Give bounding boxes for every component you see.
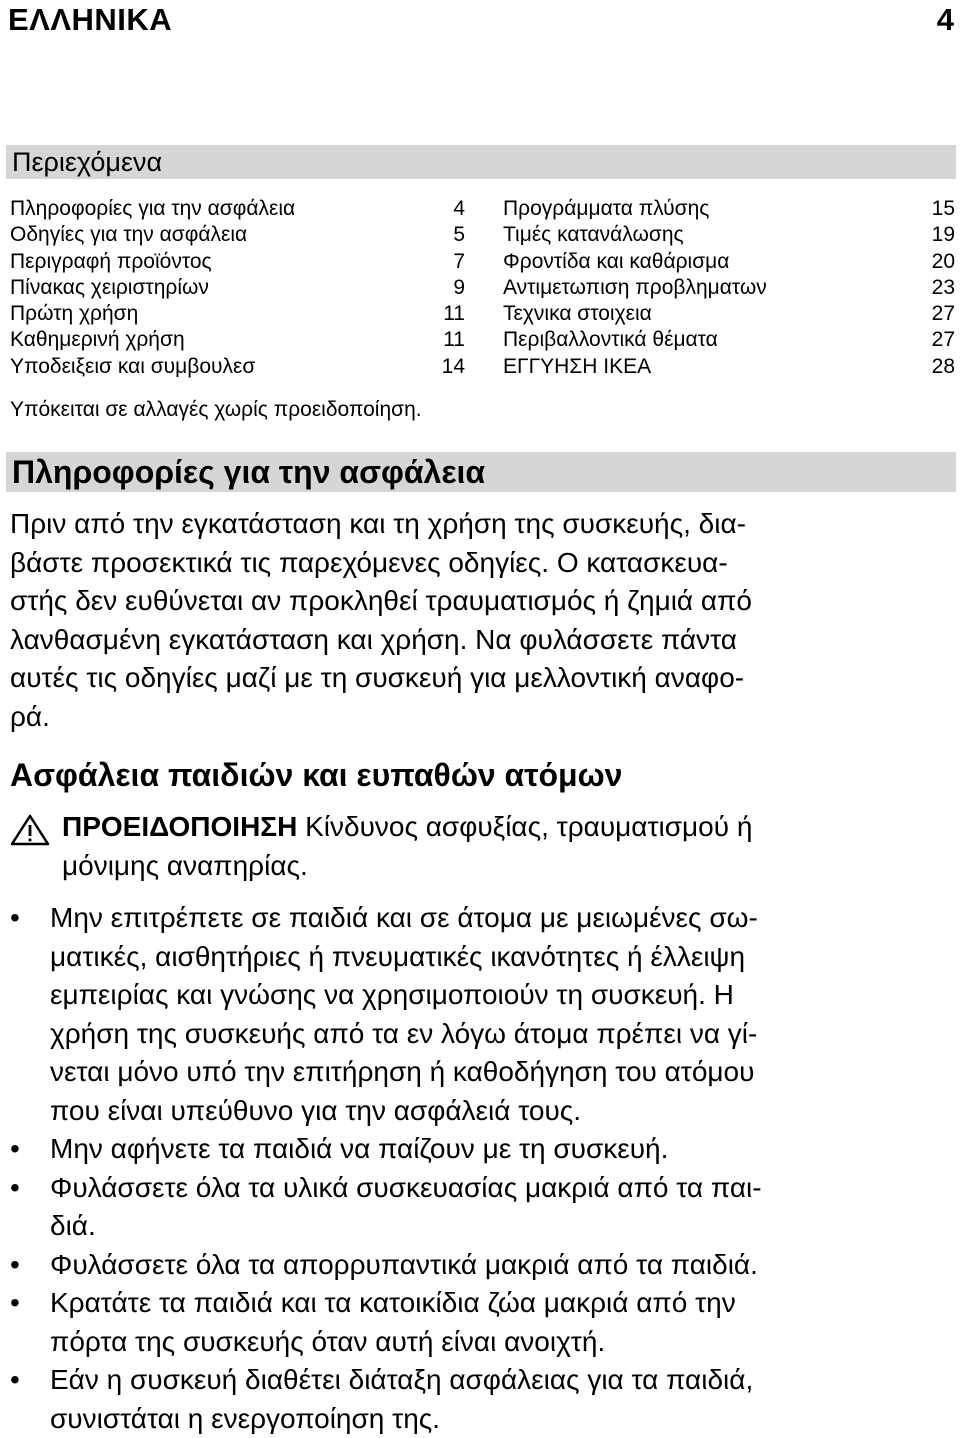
- child-safety-heading: Ασφάλεια παιδιών και ευπαθών ατόμων: [10, 757, 623, 793]
- warning-block: [10, 808, 950, 885]
- toc-entry[interactable]: Φροντίδα και καθάρισμα 20: [503, 249, 955, 273]
- safety-bullet-list: [10, 899, 950, 1438]
- toc-entry[interactable]: Καθημερινή χρήση 11: [10, 328, 465, 352]
- warning-line: μόνιμης αναπηρίας.: [62, 849, 308, 881]
- toc-entry[interactable]: Οδηγίες για την ασφάλεια 5: [10, 223, 465, 247]
- bullet-marker: •: [10, 1133, 20, 1164]
- language-label: ΕΛΛΗΝΙΚΑ: [8, 2, 173, 37]
- toc-right-column: [503, 196, 955, 380]
- change-notice: Υπόκειται σε αλλαγές χωρίς προειδοποίηση.: [10, 398, 422, 421]
- page-number: 4: [936, 2, 954, 37]
- page-header: [0, 0, 960, 40]
- bullet-marker: •: [10, 902, 20, 933]
- toc-left-column: [10, 196, 465, 380]
- toc-entry[interactable]: Αντιμετωπιση προβληματων 23: [503, 275, 955, 299]
- toc-entry[interactable]: Υποδειξεισ και συμβουλεσ 14: [10, 354, 465, 378]
- bullet-marker: •: [10, 1248, 20, 1280]
- contents-title: Περιεχόμενα: [12, 147, 163, 177]
- safety-heading-bar: [6, 452, 956, 492]
- toc-entry[interactable]: Προγράμματα πλύσης 15: [503, 197, 955, 220]
- toc-entry[interactable]: Πληροφορίες για την ασφάλεια 4: [10, 197, 465, 220]
- bullet-marker: •: [10, 1171, 20, 1203]
- bullet-marker: •: [10, 1287, 20, 1318]
- warning-label: ΠΡΟΕΙΔΟΠΟΙΗΣΗ: [62, 811, 298, 842]
- safety-title: Πληροφορίες για την ασφάλεια: [12, 454, 486, 490]
- toc-entry[interactable]: Περιβαλλοντικά θέματα 27: [503, 328, 955, 352]
- toc-entry[interactable]: Περιγραφή προϊόντος 7: [10, 249, 465, 273]
- toc-entry[interactable]: Πρώτη χρήση 11: [10, 302, 465, 326]
- list-item: • Μην επιτρέπετε σε παιδιά και σε άτομα με μειωμένες σω- ματικές, αισθητήριες ή πνευματικές ικανότητες ή έλλειψη εμπειρίας και γνώσης να χρησιμοποιούν τη συσκευή. Η χρήση της συσκευής από τα εν λόγω άτομα πρέπει να γί- νεται μόνο υπό την επιτήρηση ή καθοδήγηση του ατόμου που είναι υπεύθυνο για την ασφάλειά τους.: [10, 899, 950, 1130]
- list-item: • Φυλάσσετε όλα τα απορρυπαντικά μακριά από τα παιδιά.: [10, 1246, 950, 1285]
- list-item: • Εάν η συσκευή διαθέτει διάταξη ασφάλειας για τα παιδιά, συνιστάται η ενεργοποίηση της.: [10, 1361, 950, 1438]
- bullet-marker: •: [10, 1364, 20, 1395]
- list-item: • Μην αφήνετε τα παιδιά να παίζουν με τη συσκευή.: [10, 1130, 950, 1169]
- list-item: • Κρατάτε τα παιδιά και τα κατοικίδια ζώα μακριά από την πόρτα της συσκευής όταν αυτή είναι ανοιχτή.: [10, 1284, 950, 1361]
- contents-heading-bar: [6, 145, 956, 179]
- list-item: • Φυλάσσετε όλα τα υλικά συσκευασίας μακριά από τα παι- διά.: [10, 1169, 950, 1246]
- warning-triangle-icon: [10, 814, 50, 846]
- toc-entry[interactable]: Τεχνικα στοιχεια 27: [503, 302, 955, 326]
- toc-entry[interactable]: Πίνακας χειριστηρίων 9: [10, 275, 465, 299]
- safety-intro-paragraph: Πριν από την εγκατάσταση και τη χρήση της συσκευής, δια- βάστε προσεκτικά τις παρεχόμενες οδηγίες. Ο κατασκευα- στής δεν ευθύνεται αν προκληθεί τραυματισμός ή ζημιά από λανθασμένη εγκατάσταση και χρήση. Να φυλάσσετε πάντα αυτές τις οδηγίες μαζί με τη συσκευή για μελλοντική αναφο- ρά.: [10, 508, 752, 732]
- toc-entry[interactable]: ΕΓΓΥΗΣΗ IKEA 28: [503, 354, 955, 378]
- toc-entry[interactable]: Τιμές κατανάλωσης 19: [503, 223, 955, 247]
- warning-line: ΠΡΟΕΙΔΟΠΟΙΗΣΗ Κίνδυνος ασφυξίας, τραυματισμού ή: [62, 811, 753, 842]
